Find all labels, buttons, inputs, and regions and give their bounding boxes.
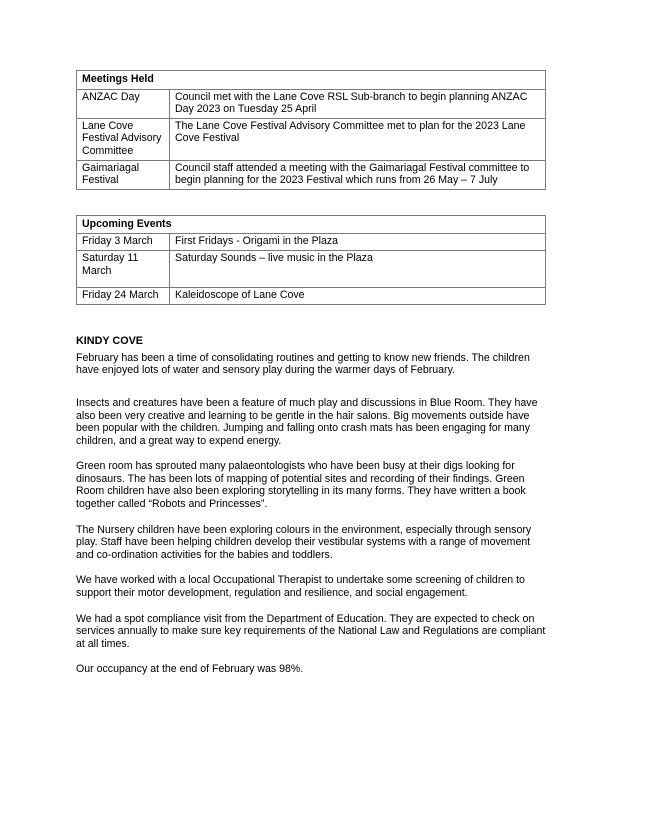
- table-header-row: [77, 71, 546, 90]
- table-row: [77, 160, 546, 189]
- upcoming-events-heading: Upcoming Events: [77, 215, 546, 234]
- table-row: [77, 288, 546, 305]
- event-name: Kaleidoscope of Lane Cove: [170, 288, 546, 305]
- kindy-paragraph: We had a spot compliance visit from the Department of Education. They are expected to check on services annually to make sure key requirements of the National Law and Regulations are compliant at all times.: [76, 612, 546, 650]
- event-date: Saturday 11 March: [77, 250, 170, 287]
- meetings-held-table: [76, 70, 546, 190]
- meeting-name: ANZAC Day: [77, 89, 170, 118]
- kindy-paragraph: Insects and creatures have been a feature of much play and discussions in Blue Room. They have also been very creative and learning to be gentle in the hair salons. Big movements outside have been popular with the children. Jumping and falling onto crash mats has been engaging for many children, and a great way to expend energy.: [76, 396, 538, 447]
- meetings-held-heading: Meetings Held: [77, 71, 546, 90]
- upcoming-events-table: [76, 215, 546, 305]
- meeting-name: Gaimariagal Festival: [77, 160, 170, 189]
- kindy-paragraph: The Nursery children have been exploring colours in the environment, especially through sensory play. Staff have been helping children develop their vestibular systems with a range of movement and co-ordination activities for the babies and toddlers.: [76, 523, 532, 561]
- kindy-paragraph: February has been a time of consolidating routines and getting to know new friends. The children have enjoyed lots of water and sensory play during the warmer days of February.: [76, 351, 530, 377]
- kindy-paragraph: We have worked with a local Occupational Therapist to undertake some screening of children to support their motor development, regulation and resilience, and social engagement.: [76, 574, 525, 600]
- table-row: [77, 118, 546, 160]
- kindy-paragraph: Our occupancy at the end of February was 98%.: [76, 663, 304, 676]
- table-row: [77, 234, 546, 251]
- document-page: [76, 70, 546, 689]
- kindy-cove-heading: KINDY COVE: [76, 334, 143, 347]
- meeting-detail: Council staff attended a meeting with the Gaimariagal Festival committee to begin planning for the 2023 Festival which runs from 26 May – 7 July: [170, 160, 546, 189]
- event-name: Saturday Sounds – live music in the Plaza: [170, 250, 546, 287]
- event-name: First Fridays - Origami in the Plaza: [170, 234, 546, 251]
- meeting-detail: Council met with the Lane Cove RSL Sub-branch to begin planning ANZAC Day 2023 on Tuesday 25 April: [170, 89, 546, 118]
- meeting-name: Lane Cove Festival Advisory Committee: [77, 118, 170, 160]
- meeting-detail: The Lane Cove Festival Advisory Committee met to plan for the 2023 Lane Cove Festival: [170, 118, 546, 160]
- event-date: Friday 3 March: [77, 234, 170, 251]
- table-header-row: [77, 215, 546, 234]
- table-row: [77, 250, 546, 287]
- kindy-paragraph: Green room has sprouted many palaeontologists who have been busy at their digs looking for dinosaurs. The has been lots of mapping of potential sites and recording of their findings. Green Room children have also been exploring storytelling in its many forms. They have written a book together called “Robots and Princesses”.: [76, 460, 526, 511]
- spacer: [76, 190, 546, 215]
- table-row: [77, 89, 546, 118]
- event-date: Friday 24 March: [77, 288, 170, 305]
